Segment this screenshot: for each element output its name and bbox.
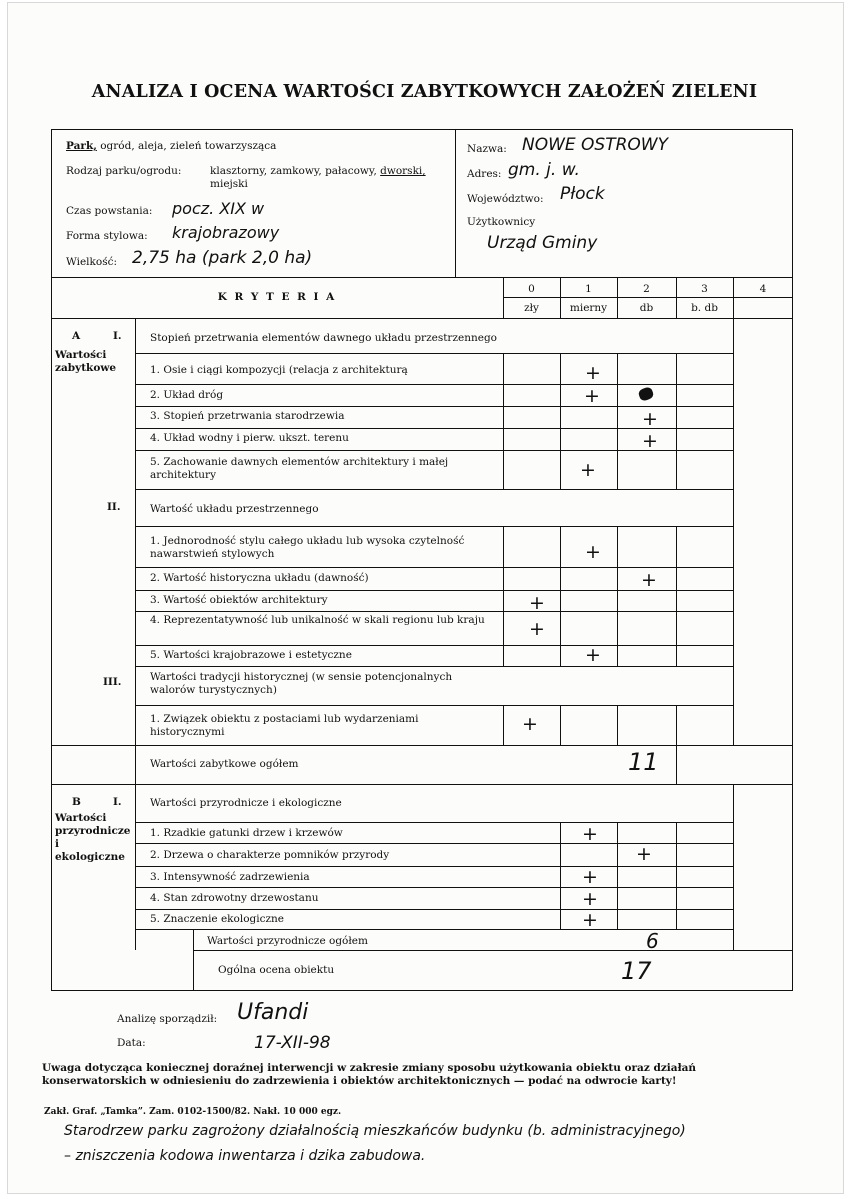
- score-col-line: [560, 705, 561, 746]
- plus-mark: +: [636, 843, 652, 865]
- criterion-row: 2. Wartość historyczna układu (dawność): [150, 572, 369, 584]
- row-line: [135, 909, 733, 910]
- criterion-row: 2. Układ dróg: [150, 389, 224, 401]
- score-col-line: [617, 526, 618, 667]
- section-a-total-label: Wartości zabytkowe ogółem: [150, 758, 299, 770]
- criterion-row: 3. Intensywność zadrzewienia: [150, 871, 310, 883]
- kryteria-label: K R Y T E R I A: [217, 291, 337, 303]
- row-line: [135, 384, 733, 385]
- handwritten-note-line-2: – zniszczenia kodowa inwentarza i dzika zabudowa.: [64, 1148, 426, 1164]
- type-rest: ogród, aleja, zieleń towarzysząca: [96, 140, 277, 152]
- scale-number: 1: [585, 283, 592, 295]
- plus-mark: +: [582, 866, 598, 888]
- section-a-letter: A: [72, 330, 81, 342]
- row-line: [135, 866, 733, 867]
- score-col-line: [676, 822, 677, 930]
- overall-left-line: [193, 929, 194, 991]
- row-line: [135, 611, 733, 612]
- section-b-total-value: 6: [646, 929, 659, 953]
- score-col-line: [676, 526, 677, 667]
- type-park-underlined: Park,: [66, 140, 97, 152]
- forma-value: krajobrazowy: [172, 223, 280, 242]
- wojewodztwo-value: Płock: [560, 184, 605, 204]
- scale-word: zły: [524, 302, 539, 314]
- data-value: 17-XII-98: [254, 1033, 331, 1053]
- nazwa-label: Nazwa:: [467, 143, 507, 155]
- criterion-row: 1. Jednorodność stylu całego układu lub wysoka czytelność nawarstwień stylowych: [150, 535, 465, 560]
- section-b-roman: I.: [113, 796, 122, 808]
- czas-value: pocz. XIX w: [172, 199, 265, 218]
- scale-word: b. db: [691, 302, 718, 314]
- row-line: [135, 489, 733, 490]
- adres-value: gm. j. w.: [508, 160, 580, 180]
- uzytkownicy-value: Urząd Gminy: [487, 233, 598, 253]
- wielkosc-value: 2,75 ha (park 2,0 ha): [132, 248, 313, 268]
- criterion-row: 5. Wartości krajobrazowe i estetyczne: [150, 649, 352, 661]
- plus-mark: +: [522, 713, 538, 735]
- row-line: [135, 705, 733, 706]
- section-b-group-title: Wartości przyrodnicze i ekologiczne: [150, 797, 342, 809]
- analiza-label: Analizę sporządził:: [117, 1013, 218, 1025]
- plus-mark: +: [584, 385, 600, 407]
- rodzaj-label: Rodzaj parku/ogrodu:: [66, 165, 182, 177]
- row-line: [135, 567, 733, 568]
- scale-divider: [503, 297, 793, 298]
- scale-number: 4: [759, 283, 767, 295]
- row-line: [135, 645, 733, 646]
- print-info: Zakł. Graf. „Tamka”. Zam. 0102-1500/82. Nakł. 10 000 egz.: [44, 1107, 342, 1117]
- rodzaj-options-dworski: dworski,: [380, 165, 426, 177]
- criterion-row: 2. Drzewa o charakterze pomników przyrody: [150, 849, 390, 861]
- score-col-line: [560, 822, 561, 930]
- object-type-line: [66, 140, 276, 153]
- forma-label: Forma stylowa:: [66, 230, 148, 242]
- section-b-total-label: Wartości przyrodnicze ogółem: [207, 935, 368, 947]
- czas-label: Czas powstania:: [66, 205, 153, 217]
- plus-mark: +: [642, 430, 658, 452]
- left-column-line: [135, 318, 136, 950]
- criterion-row: 3. Wartość obiektów architektury: [150, 594, 328, 606]
- criterion-row: 3. Stopień przetrwania starodrzewia: [150, 410, 345, 422]
- section-b-letter: B: [72, 796, 81, 808]
- handwritten-note-line-1: Starodrzew parku zagrożony działalnością mieszkańców budynku (b. administracyjnego): [64, 1123, 686, 1139]
- group-i-title: Stopień przetrwania elementów dawnego układu przestrzennego: [150, 332, 497, 344]
- row-line: [135, 929, 733, 930]
- group-ii-title: Wartość układu przestrzennego: [150, 503, 319, 515]
- rodzaj-options-a: klasztorny, zamkowy, pałacowy,: [210, 165, 381, 177]
- group-iii-roman: III.: [103, 676, 122, 688]
- plus-mark: +: [641, 569, 657, 591]
- adres-label: Adres:: [467, 168, 502, 180]
- plus-mark: +: [529, 592, 545, 614]
- score-col-line: [503, 705, 504, 746]
- overall-label: Ogólna ocena obiektu: [218, 964, 335, 976]
- page-title: ANALIZA I OCENA WARTOŚCI ZABYTKOWYCH ZAŁOŻEŃ ZIELENI: [91, 82, 758, 102]
- header-divider: [455, 129, 456, 278]
- score-col-line: [617, 353, 618, 490]
- section-a-roman: I.: [113, 330, 122, 342]
- score-col-line: [617, 822, 618, 930]
- uzytkownicy-label: Użytkownicy: [467, 216, 536, 228]
- criterion-row: 1. Rzadkie gatunki drzew i krzewów: [150, 827, 343, 839]
- plus-mark: +: [582, 823, 598, 845]
- section-a-total-value: 11: [628, 748, 659, 776]
- plus-mark: +: [585, 644, 601, 666]
- note-text: Uwaga dotycząca koniecznej doraźnej interwencji w zakresie zmiany sposobu użytkowania obiektu oraz działań konserwatorskich w odniesieniu do zadrzewienia i obiektów architektonicznych — podać na odwrocie karty!: [42, 1062, 697, 1087]
- plus-mark: +: [582, 888, 598, 910]
- row-line: [51, 745, 793, 746]
- nazwa-value: NOWE OSTROWY: [522, 135, 668, 155]
- group-ii-roman: II.: [107, 501, 121, 513]
- plus-mark: +: [582, 909, 598, 931]
- score-col-line: [503, 526, 504, 667]
- rodzaj-options-b: miejski: [210, 178, 248, 190]
- scale-number: 3: [701, 283, 708, 295]
- plus-mark: +: [585, 362, 601, 384]
- row-line: [135, 526, 733, 527]
- plus-mark: +: [642, 408, 658, 430]
- plus-mark: +: [529, 618, 545, 640]
- scale-word: db: [639, 302, 654, 314]
- criterion-row: 5. Znaczenie ekologiczne: [150, 913, 285, 925]
- score-col-line: [560, 526, 561, 667]
- rodzaj-options: [210, 165, 450, 191]
- criterion-row: 1. Osie i ciągi kompozycji (relacja z architekturą: [150, 364, 408, 376]
- row-line: [193, 950, 793, 951]
- data-label: Data:: [117, 1037, 146, 1049]
- score-col-line: [503, 353, 504, 490]
- criterion-row: 4. Układ wodny i pierw. ukszt. terenu: [150, 432, 349, 444]
- row-line: [135, 666, 733, 667]
- criterion-row: 4. Stan zdrowotny drzewostanu: [150, 892, 319, 904]
- score-col-line: [617, 705, 618, 746]
- row-line: [135, 887, 733, 888]
- score-col-line: [733, 784, 734, 950]
- plus-mark: +: [580, 459, 596, 481]
- overall-value: 17: [621, 957, 652, 985]
- criterion-row: 1. Związek obiektu z postaciami lub wydarzeniami historycznymi: [150, 713, 419, 738]
- plus-mark: +: [585, 541, 601, 563]
- row-line: [135, 406, 733, 407]
- section-a-label: Wartości zabytkowe: [55, 349, 117, 374]
- group-iii-title: Wartości tradycji historycznej (w sensie potencjonalnych walorów turystycznych): [150, 671, 453, 696]
- criterion-row: 5. Zachowanie dawnych elementów architektury i małej architektury: [150, 456, 449, 481]
- scale-number: 2: [643, 283, 650, 295]
- wojewodztwo-label: Województwo:: [467, 193, 544, 205]
- criterion-row: 4. Reprezentatywność lub unikalność w skali regionu lub kraju: [150, 614, 485, 626]
- section-b-label: Wartości przyrodnicze i ekologiczne: [55, 812, 131, 863]
- analiza-signature: Ufandi: [237, 1000, 309, 1025]
- score-col-line: [676, 705, 677, 784]
- score-col-line: [560, 353, 561, 490]
- section-ab-divider: [51, 784, 793, 785]
- score-col-line: [676, 353, 677, 490]
- scale-word: mierny: [569, 302, 608, 314]
- row-line: [135, 353, 733, 354]
- kryteria-bottom-line: [51, 318, 793, 319]
- row-line: [135, 822, 733, 823]
- score-col-line: [733, 318, 734, 745]
- header-bottom-line: [51, 277, 793, 278]
- scale-number: 0: [528, 283, 535, 295]
- wielkosc-label: Wielkość:: [66, 256, 118, 268]
